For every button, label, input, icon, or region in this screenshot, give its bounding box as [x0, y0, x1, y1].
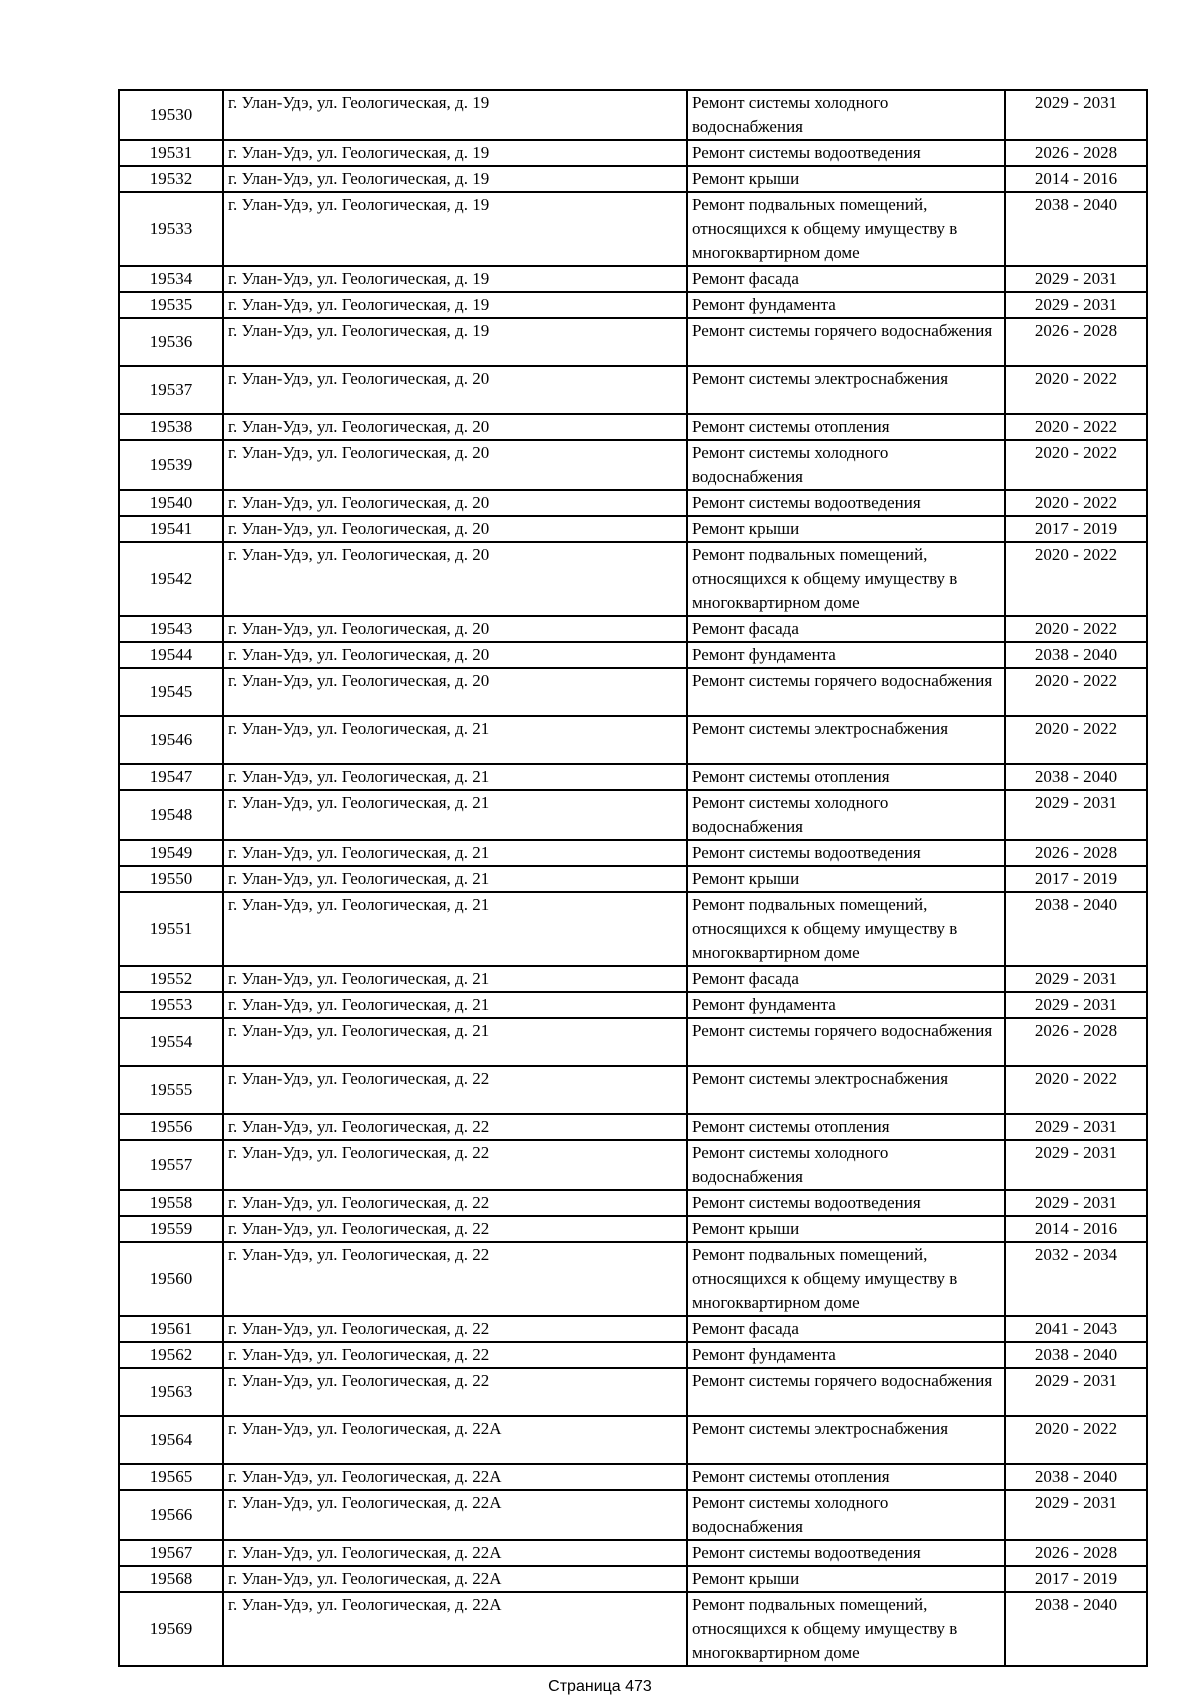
row-number: 19560 — [119, 1242, 223, 1316]
address-cell: г. Улан-Удэ, ул. Геологическая, д. 20 — [223, 490, 687, 516]
period-cell: 2038 - 2040 — [1005, 642, 1147, 668]
period-cell: 2020 - 2022 — [1005, 716, 1147, 764]
table-row — [119, 542, 1147, 616]
row-number: 19545 — [119, 668, 223, 716]
work-type-cell: Ремонт системы отопления — [687, 414, 1005, 440]
row-number: 19568 — [119, 1566, 223, 1592]
row-number: 19536 — [119, 318, 223, 366]
period-cell: 2020 - 2022 — [1005, 1066, 1147, 1114]
address-cell: г. Улан-Удэ, ул. Геологическая, д. 22 — [223, 1368, 687, 1416]
period-cell: 2020 - 2022 — [1005, 414, 1147, 440]
row-number: 19558 — [119, 1190, 223, 1216]
address-cell: г. Улан-Удэ, ул. Геологическая, д. 22 — [223, 1242, 687, 1316]
period-cell: 2020 - 2022 — [1005, 1416, 1147, 1464]
address-cell: г. Улан-Удэ, ул. Геологическая, д. 22 — [223, 1140, 687, 1190]
table-row — [119, 892, 1147, 966]
work-type-cell: Ремонт крыши — [687, 166, 1005, 192]
table-row — [119, 1490, 1147, 1540]
period-cell: 2017 - 2019 — [1005, 1566, 1147, 1592]
address-cell: г. Улан-Удэ, ул. Геологическая, д. 19 — [223, 192, 687, 266]
period-cell: 2029 - 2031 — [1005, 1490, 1147, 1540]
table-body — [119, 90, 1147, 1666]
period-cell: 2020 - 2022 — [1005, 668, 1147, 716]
period-cell: 2041 - 2043 — [1005, 1316, 1147, 1342]
table-row — [119, 1342, 1147, 1368]
period-cell: 2026 - 2028 — [1005, 140, 1147, 166]
row-number: 19549 — [119, 840, 223, 866]
table-row — [119, 490, 1147, 516]
table-row — [119, 1114, 1147, 1140]
row-number: 19547 — [119, 764, 223, 790]
address-cell: г. Улан-Удэ, ул. Геологическая, д. 21 — [223, 966, 687, 992]
work-type-cell: Ремонт фасада — [687, 616, 1005, 642]
period-cell: 2029 - 2031 — [1005, 1140, 1147, 1190]
address-cell: г. Улан-Удэ, ул. Геологическая, д. 21 — [223, 892, 687, 966]
address-cell: г. Улан-Удэ, ул. Геологическая, д. 22А — [223, 1490, 687, 1540]
row-number: 19550 — [119, 866, 223, 892]
row-number: 19532 — [119, 166, 223, 192]
period-cell: 2038 - 2040 — [1005, 764, 1147, 790]
repair-schedule-table — [118, 89, 1148, 1667]
row-number: 19535 — [119, 292, 223, 318]
work-type-cell: Ремонт системы холодного водоснабжения — [687, 790, 1005, 840]
table-row — [119, 616, 1147, 642]
row-number: 19563 — [119, 1368, 223, 1416]
work-type-cell: Ремонт фундамента — [687, 992, 1005, 1018]
row-number: 19567 — [119, 1540, 223, 1566]
row-number: 19559 — [119, 1216, 223, 1242]
work-type-cell: Ремонт фундамента — [687, 292, 1005, 318]
table-row — [119, 966, 1147, 992]
work-type-cell: Ремонт фасада — [687, 266, 1005, 292]
table-row — [119, 1540, 1147, 1566]
work-type-cell: Ремонт фундамента — [687, 642, 1005, 668]
table-row — [119, 1416, 1147, 1464]
address-cell: г. Улан-Удэ, ул. Геологическая, д. 22 — [223, 1190, 687, 1216]
table-row — [119, 716, 1147, 764]
work-type-cell: Ремонт фасада — [687, 1316, 1005, 1342]
address-cell: г. Улан-Удэ, ул. Геологическая, д. 21 — [223, 716, 687, 764]
work-type-cell: Ремонт системы холодного водоснабжения — [687, 90, 1005, 140]
work-type-cell: Ремонт системы водоотведения — [687, 490, 1005, 516]
table-row — [119, 192, 1147, 266]
period-cell: 2029 - 2031 — [1005, 1114, 1147, 1140]
table-row — [119, 866, 1147, 892]
period-cell: 2026 - 2028 — [1005, 318, 1147, 366]
table-row — [119, 1566, 1147, 1592]
address-cell: г. Улан-Удэ, ул. Геологическая, д. 22 — [223, 1316, 687, 1342]
table-row — [119, 166, 1147, 192]
address-cell: г. Улан-Удэ, ул. Геологическая, д. 19 — [223, 292, 687, 318]
period-cell: 2017 - 2019 — [1005, 866, 1147, 892]
period-cell: 2029 - 2031 — [1005, 992, 1147, 1018]
row-number: 19569 — [119, 1592, 223, 1666]
table-row — [119, 90, 1147, 140]
row-number: 19554 — [119, 1018, 223, 1066]
table-row — [119, 266, 1147, 292]
address-cell: г. Улан-Удэ, ул. Геологическая, д. 19 — [223, 90, 687, 140]
period-cell: 2038 - 2040 — [1005, 892, 1147, 966]
address-cell: г. Улан-Удэ, ул. Геологическая, д. 22А — [223, 1566, 687, 1592]
table-row — [119, 1140, 1147, 1190]
address-cell: г. Улан-Удэ, ул. Геологическая, д. 20 — [223, 542, 687, 616]
address-cell: г. Улан-Удэ, ул. Геологическая, д. 22А — [223, 1540, 687, 1566]
row-number: 19556 — [119, 1114, 223, 1140]
table-row — [119, 292, 1147, 318]
table-row — [119, 366, 1147, 414]
address-cell: г. Улан-Удэ, ул. Геологическая, д. 20 — [223, 668, 687, 716]
row-number: 19538 — [119, 414, 223, 440]
address-cell: г. Улан-Удэ, ул. Геологическая, д. 20 — [223, 414, 687, 440]
work-type-cell: Ремонт системы электроснабжения — [687, 1416, 1005, 1464]
table-row — [119, 140, 1147, 166]
period-cell: 2032 - 2034 — [1005, 1242, 1147, 1316]
work-type-cell: Ремонт фасада — [687, 966, 1005, 992]
work-type-cell: Ремонт системы горячего водоснабжения — [687, 1018, 1005, 1066]
work-type-cell: Ремонт системы водоотведения — [687, 140, 1005, 166]
table-row — [119, 440, 1147, 490]
work-type-cell: Ремонт подвальных помещений, относящихся к общему имуществу в многоквартирном доме — [687, 1592, 1005, 1666]
work-type-cell: Ремонт крыши — [687, 1566, 1005, 1592]
row-number: 19566 — [119, 1490, 223, 1540]
period-cell: 2029 - 2031 — [1005, 266, 1147, 292]
row-number: 19555 — [119, 1066, 223, 1114]
period-cell: 2029 - 2031 — [1005, 292, 1147, 318]
table-row — [119, 1190, 1147, 1216]
period-cell: 2014 - 2016 — [1005, 166, 1147, 192]
table-row — [119, 516, 1147, 542]
page-number: Страница 473 — [548, 1678, 652, 1695]
work-type-cell: Ремонт системы электроснабжения — [687, 1066, 1005, 1114]
table-row — [119, 1018, 1147, 1066]
period-cell: 2020 - 2022 — [1005, 366, 1147, 414]
row-number: 19544 — [119, 642, 223, 668]
work-type-cell: Ремонт системы холодного водоснабжения — [687, 440, 1005, 490]
work-type-cell: Ремонт системы электроснабжения — [687, 716, 1005, 764]
row-number: 19552 — [119, 966, 223, 992]
work-type-cell: Ремонт крыши — [687, 516, 1005, 542]
work-type-cell: Ремонт подвальных помещений, относящихся к общему имуществу в многоквартирном доме — [687, 892, 1005, 966]
period-cell: 2038 - 2040 — [1005, 1464, 1147, 1490]
row-number: 19531 — [119, 140, 223, 166]
address-cell: г. Улан-Удэ, ул. Геологическая, д. 21 — [223, 866, 687, 892]
period-cell: 2026 - 2028 — [1005, 1540, 1147, 1566]
address-cell: г. Улан-Удэ, ул. Геологическая, д. 22 — [223, 1216, 687, 1242]
row-number: 19533 — [119, 192, 223, 266]
period-cell: 2029 - 2031 — [1005, 1190, 1147, 1216]
row-number: 19564 — [119, 1416, 223, 1464]
period-cell: 2029 - 2031 — [1005, 90, 1147, 140]
row-number: 19539 — [119, 440, 223, 490]
work-type-cell: Ремонт крыши — [687, 866, 1005, 892]
address-cell: г. Улан-Удэ, ул. Геологическая, д. 20 — [223, 516, 687, 542]
row-number: 19548 — [119, 790, 223, 840]
table-row — [119, 642, 1147, 668]
row-number: 19540 — [119, 490, 223, 516]
table-row — [119, 1464, 1147, 1490]
period-cell: 2038 - 2040 — [1005, 1342, 1147, 1368]
address-cell: г. Улан-Удэ, ул. Геологическая, д. 22 — [223, 1342, 687, 1368]
work-type-cell: Ремонт подвальных помещений, относящихся к общему имуществу в многоквартирном доме — [687, 192, 1005, 266]
work-type-cell: Ремонт подвальных помещений, относящихся к общему имуществу в многоквартирном доме — [687, 1242, 1005, 1316]
row-number: 19530 — [119, 90, 223, 140]
period-cell: 2029 - 2031 — [1005, 966, 1147, 992]
table-row — [119, 1592, 1147, 1666]
work-type-cell: Ремонт системы горячего водоснабжения — [687, 318, 1005, 366]
address-cell: г. Улан-Удэ, ул. Геологическая, д. 21 — [223, 764, 687, 790]
table-row — [119, 1368, 1147, 1416]
work-type-cell: Ремонт системы отопления — [687, 1464, 1005, 1490]
address-cell: г. Улан-Удэ, ул. Геологическая, д. 21 — [223, 1018, 687, 1066]
address-cell: г. Улан-Удэ, ул. Геологическая, д. 19 — [223, 266, 687, 292]
table-row — [119, 1242, 1147, 1316]
address-cell: г. Улан-Удэ, ул. Геологическая, д. 22 — [223, 1066, 687, 1114]
table-row — [119, 414, 1147, 440]
work-type-cell: Ремонт системы отопления — [687, 764, 1005, 790]
table-row — [119, 668, 1147, 716]
row-number: 19553 — [119, 992, 223, 1018]
address-cell: г. Улан-Удэ, ул. Геологическая, д. 20 — [223, 642, 687, 668]
address-cell: г. Улан-Удэ, ул. Геологическая, д. 20 — [223, 366, 687, 414]
work-type-cell: Ремонт системы водоотведения — [687, 1540, 1005, 1566]
period-cell: 2038 - 2040 — [1005, 192, 1147, 266]
table-row — [119, 1216, 1147, 1242]
row-number: 19557 — [119, 1140, 223, 1190]
period-cell: 2029 - 2031 — [1005, 1368, 1147, 1416]
period-cell: 2026 - 2028 — [1005, 840, 1147, 866]
work-type-cell: Ремонт системы водоотведения — [687, 1190, 1005, 1216]
row-number: 19561 — [119, 1316, 223, 1342]
period-cell: 2017 - 2019 — [1005, 516, 1147, 542]
table-row — [119, 764, 1147, 790]
address-cell: г. Улан-Удэ, ул. Геологическая, д. 22А — [223, 1592, 687, 1666]
period-cell: 2038 - 2040 — [1005, 1592, 1147, 1666]
work-type-cell: Ремонт системы отопления — [687, 1114, 1005, 1140]
address-cell: г. Улан-Удэ, ул. Геологическая, д. 21 — [223, 992, 687, 1018]
row-number: 19551 — [119, 892, 223, 966]
address-cell: г. Улан-Удэ, ул. Геологическая, д. 22 — [223, 1114, 687, 1140]
work-type-cell: Ремонт системы холодного водоснабжения — [687, 1140, 1005, 1190]
address-cell: г. Улан-Удэ, ул. Геологическая, д. 19 — [223, 166, 687, 192]
work-type-cell: Ремонт системы водоотведения — [687, 840, 1005, 866]
work-type-cell: Ремонт системы холодного водоснабжения — [687, 1490, 1005, 1540]
table-row — [119, 318, 1147, 366]
row-number: 19546 — [119, 716, 223, 764]
period-cell: 2020 - 2022 — [1005, 616, 1147, 642]
row-number: 19565 — [119, 1464, 223, 1490]
address-cell: г. Улан-Удэ, ул. Геологическая, д. 19 — [223, 318, 687, 366]
work-type-cell: Ремонт системы горячего водоснабжения — [687, 1368, 1005, 1416]
address-cell: г. Улан-Удэ, ул. Геологическая, д. 22А — [223, 1464, 687, 1490]
row-number: 19542 — [119, 542, 223, 616]
address-cell: г. Улан-Удэ, ул. Геологическая, д. 20 — [223, 440, 687, 490]
row-number: 19543 — [119, 616, 223, 642]
work-type-cell: Ремонт системы горячего водоснабжения — [687, 668, 1005, 716]
period-cell: 2026 - 2028 — [1005, 1018, 1147, 1066]
work-type-cell: Ремонт системы электроснабжения — [687, 366, 1005, 414]
table-row — [119, 1316, 1147, 1342]
table-row — [119, 1066, 1147, 1114]
row-number: 19541 — [119, 516, 223, 542]
address-cell: г. Улан-Удэ, ул. Геологическая, д. 20 — [223, 616, 687, 642]
work-type-cell: Ремонт фундамента — [687, 1342, 1005, 1368]
work-type-cell: Ремонт крыши — [687, 1216, 1005, 1242]
address-cell: г. Улан-Удэ, ул. Геологическая, д. 21 — [223, 840, 687, 866]
row-number: 19537 — [119, 366, 223, 414]
address-cell: г. Улан-Удэ, ул. Геологическая, д. 19 — [223, 140, 687, 166]
address-cell: г. Улан-Удэ, ул. Геологическая, д. 22А — [223, 1416, 687, 1464]
address-cell: г. Улан-Удэ, ул. Геологическая, д. 21 — [223, 790, 687, 840]
table-row — [119, 992, 1147, 1018]
period-cell: 2029 - 2031 — [1005, 790, 1147, 840]
table-row — [119, 840, 1147, 866]
period-cell: 2020 - 2022 — [1005, 542, 1147, 616]
row-number: 19562 — [119, 1342, 223, 1368]
table-row — [119, 790, 1147, 840]
row-number: 19534 — [119, 266, 223, 292]
period-cell: 2020 - 2022 — [1005, 490, 1147, 516]
period-cell: 2014 - 2016 — [1005, 1216, 1147, 1242]
work-type-cell: Ремонт подвальных помещений, относящихся к общему имуществу в многоквартирном доме — [687, 542, 1005, 616]
period-cell: 2020 - 2022 — [1005, 440, 1147, 490]
